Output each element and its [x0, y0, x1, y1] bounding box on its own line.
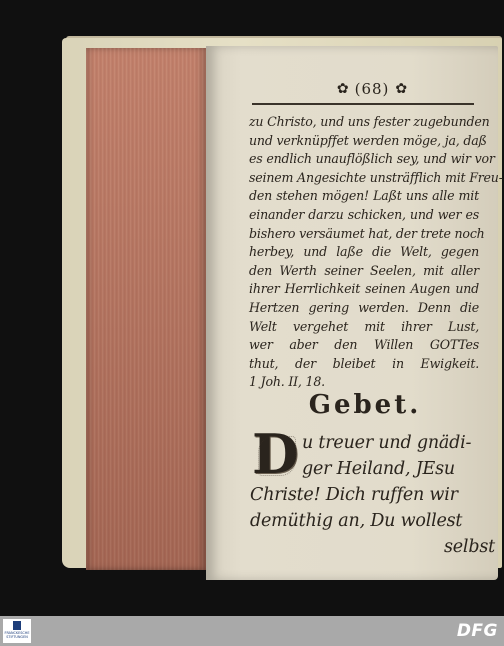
ornament-right-icon: ✿	[395, 81, 408, 97]
building-icon	[13, 621, 21, 630]
text-line: zu Christo, und uns fester zugebunden	[249, 114, 490, 129]
text-line: ihrer Herrlichkeit seinen Augen und	[249, 281, 479, 297]
text-line: den stehen mögen! Laßt uns alle mit	[249, 188, 479, 204]
text-line: thut, der bleibet in Ewigkeit.	[249, 355, 479, 371]
drop-cap: D	[252, 422, 299, 486]
body-text	[249, 113, 503, 392]
prayer-line: u treuer und gnädi-	[302, 433, 472, 453]
prayer-line: selbst	[444, 537, 495, 557]
page-number: (68)	[354, 80, 390, 98]
dfg-logo[interactable]: DFG	[456, 621, 498, 641]
text-line: Welt vergehet mit ihrer Lust,	[249, 318, 479, 334]
section-heading: Gebet.	[308, 390, 422, 420]
text-line: Hertzen gering werden. Denn die	[249, 299, 479, 315]
text-line: herbey, und laße die Welt, gegen	[249, 244, 479, 260]
prayer-line: Christe! Dich ruffen wir	[250, 485, 458, 505]
scripture-reference: 1 Joh. II, 18.	[249, 374, 325, 390]
text-line: und verknüpffet werden möge, ja, daß	[249, 132, 487, 148]
viewer-footer-bar	[0, 616, 504, 646]
logo-label: FRANCKESCHE STIFTUNGEN	[4, 631, 30, 639]
text-line: bishero versäumet hat, der trete noch	[249, 225, 485, 241]
prayer-line: demüthig an, Du wollest	[250, 511, 463, 531]
text-line: den Werth seiner Seelen, mit aller	[249, 262, 479, 278]
prayer-line: ger Heiland, JEsu	[302, 459, 455, 479]
page-header	[322, 78, 422, 100]
institution-logo[interactable]	[3, 619, 31, 643]
text-line: es endlich unauflößlich sey, und wir vor	[249, 151, 495, 167]
text-line: seinem Angesichte unsträfflich mit Freu-	[249, 169, 503, 185]
text-line: einander darzu schicken, und wer es	[249, 206, 479, 222]
header-rule	[252, 103, 474, 105]
ornament-left-icon: ✿	[336, 81, 349, 97]
text-line: wer aber den Willen GOTTes	[249, 337, 479, 353]
